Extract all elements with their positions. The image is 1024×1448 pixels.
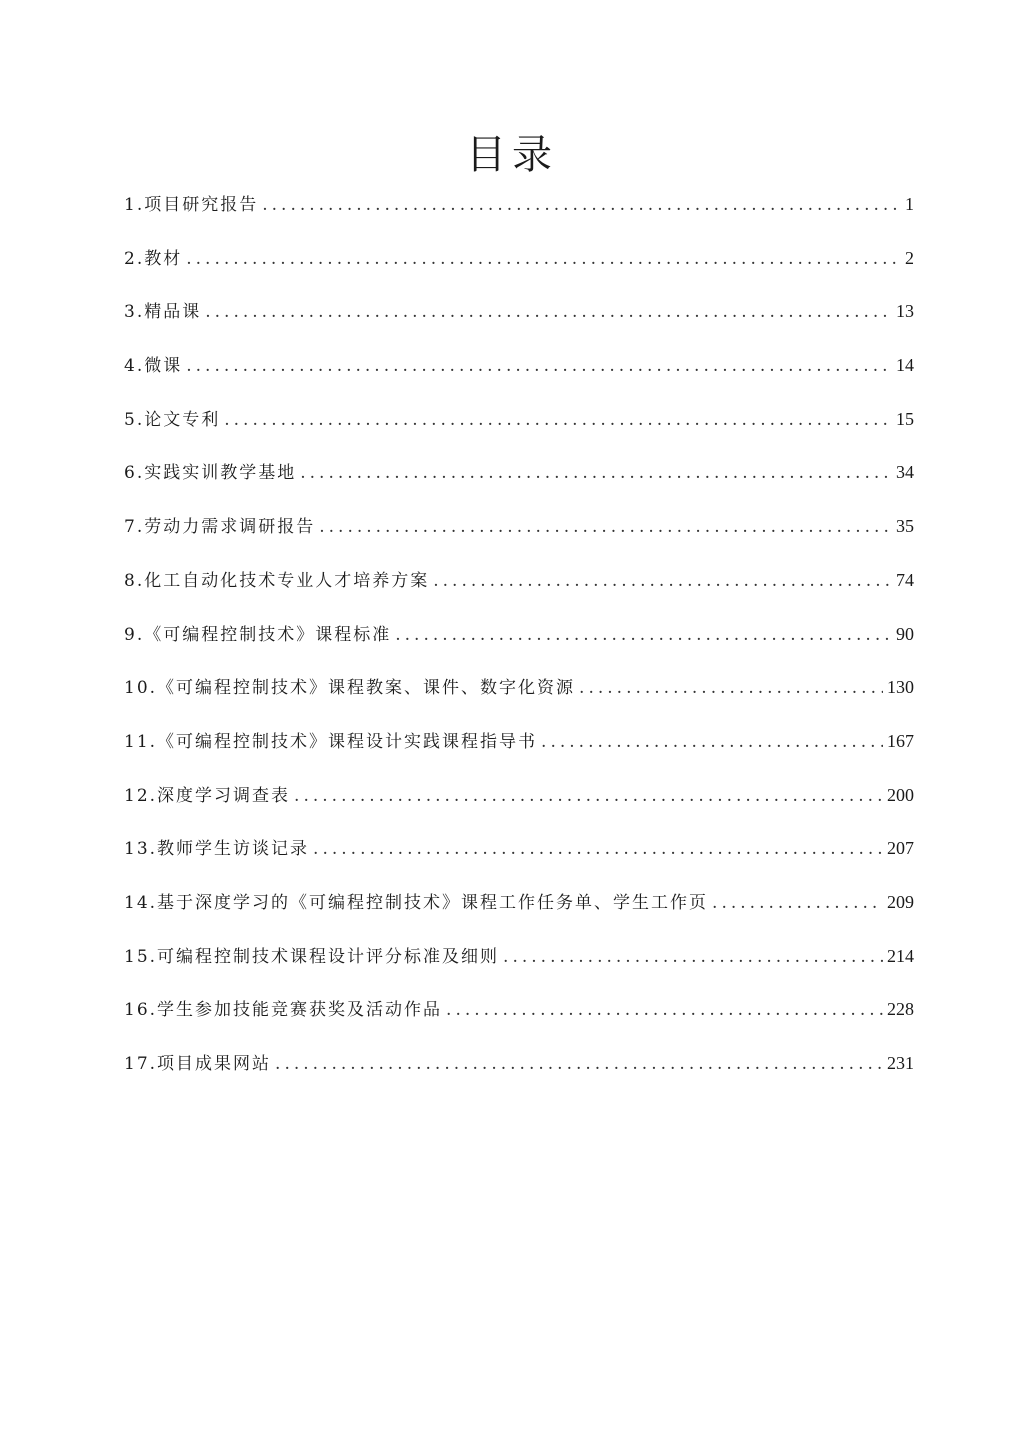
- toc-leader-dots: [503, 947, 883, 967]
- toc-leader-dots: [186, 249, 898, 269]
- toc-leader-dots: [395, 625, 892, 645]
- toc-leader-dots: [224, 410, 892, 430]
- toc-entry-page: 13: [896, 301, 914, 322]
- toc-entry-label: 11.《可编程控制技术》课程设计实践课程指导书: [124, 731, 538, 752]
- toc-entry[interactable]: [124, 566, 914, 620]
- table-of-contents: [124, 190, 914, 1103]
- toc-entry-label: 10.《可编程控制技术》课程教案、课件、数字化资源: [124, 678, 576, 699]
- toc-entry[interactable]: [124, 351, 914, 405]
- toc-entry-page: 231: [887, 1053, 914, 1073]
- toc-entry-label: 16.学生参加技能竞赛获奖及活动作品: [124, 1000, 443, 1021]
- toc-entry-label: 17.项目成果网站: [124, 1054, 272, 1074]
- toc-entry-label: 2.教材: [124, 248, 183, 269]
- toc-entry-label: 7.劳动力需求调研报告: [124, 517, 316, 538]
- toc-entry-page: 1: [905, 194, 914, 214]
- toc-entry-page: 214: [887, 945, 914, 966]
- toc-leader-dots: [319, 517, 892, 537]
- toc-entry-label: 4.微课: [124, 356, 183, 377]
- toc-entry-label: 5.论文专利: [124, 409, 221, 430]
- toc-leader-dots: [541, 732, 883, 752]
- toc-entry-page: 207: [887, 838, 914, 859]
- toc-leader-dots: [205, 302, 892, 322]
- toc-leader-dots: [186, 356, 892, 376]
- toc-leader-dots: [313, 839, 883, 859]
- toc-entry[interactable]: [124, 190, 914, 244]
- toc-entry[interactable]: [124, 512, 914, 566]
- toc-leader-dots: [433, 571, 892, 591]
- toc-leader-dots: [300, 463, 892, 483]
- toc-entry[interactable]: [124, 995, 914, 1049]
- toc-entry[interactable]: [124, 727, 914, 781]
- toc-entry-label: 13.教师学生访谈记录: [124, 839, 310, 860]
- toc-entry-label: 8.化工自动化技术专业人才培养方案: [124, 570, 430, 591]
- toc-entry[interactable]: [124, 673, 914, 727]
- toc-entry[interactable]: [124, 1049, 914, 1103]
- toc-entry[interactable]: [124, 781, 914, 835]
- toc-leader-dots: [294, 786, 883, 806]
- toc-entry-page: 15: [896, 408, 914, 429]
- toc-entry-page: 90: [896, 623, 914, 644]
- toc-entry-page: 74: [896, 569, 914, 590]
- toc-entry-page: 167: [887, 730, 914, 751]
- page-title: 目录: [466, 131, 558, 178]
- toc-entry[interactable]: [124, 834, 914, 888]
- toc-entry-page: 35: [896, 516, 914, 537]
- toc-leader-dots: [712, 893, 883, 913]
- toc-leader-dots: [262, 195, 898, 215]
- toc-entry[interactable]: [124, 942, 914, 996]
- toc-entry-page: 200: [887, 784, 914, 805]
- toc-entry[interactable]: [124, 297, 914, 351]
- toc-entry[interactable]: [124, 244, 914, 298]
- toc-entry-label: 6.实践实训教学基地: [124, 463, 297, 484]
- toc-entry-label: 9.《可编程控制技术》课程标准: [124, 624, 392, 645]
- toc-entry-page: 2: [905, 247, 914, 268]
- toc-entry[interactable]: [124, 458, 914, 512]
- toc-entry-label: 3.精品课: [124, 302, 202, 323]
- toc-entry-label: 12.深度学习调查表: [124, 785, 291, 806]
- toc-entry-page: 130: [887, 677, 914, 698]
- toc-entry-page: 228: [887, 999, 914, 1020]
- toc-entry[interactable]: [124, 620, 914, 674]
- toc-entry-page: 14: [896, 355, 914, 376]
- toc-entry-page: 209: [887, 891, 914, 912]
- toc-leader-dots: [446, 1000, 883, 1020]
- toc-leader-dots: [275, 1054, 883, 1074]
- toc-entry[interactable]: [124, 405, 914, 459]
- toc-leader-dots: [579, 678, 883, 698]
- toc-entry-label: 14.基于深度学习的《可编程控制技术》课程工作任务单、学生工作页: [124, 892, 709, 913]
- toc-entry-label: 1.项目研究报告: [124, 195, 259, 215]
- toc-entry-label: 15.可编程控制技术课程设计评分标准及细则: [124, 946, 500, 967]
- toc-entry[interactable]: [124, 888, 914, 942]
- toc-entry-page: 34: [896, 462, 914, 483]
